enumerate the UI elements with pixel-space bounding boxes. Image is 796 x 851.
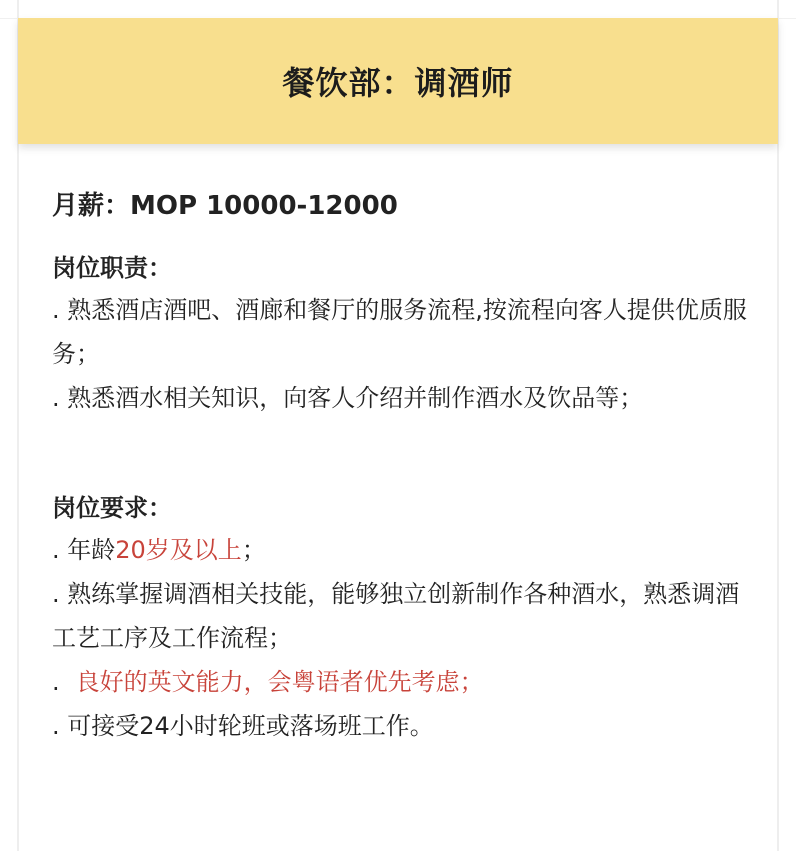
requirement-item-3 — [52, 660, 752, 704]
page-title: 餐饮部：调酒师 — [282, 64, 514, 102]
duty-item-2: . 熟悉酒水相关知识，向客人介绍并制作酒水及饮品等； — [52, 384, 644, 412]
age-highlight: 20岁及以上 — [115, 536, 242, 564]
age-suffix: ； — [241, 536, 266, 564]
bullet: . — [52, 668, 60, 696]
english-requirement: 良好的英文能力，会粤语者优先考虑； — [75, 668, 484, 696]
requirements-title: 岗位要求： — [52, 494, 172, 522]
duties-title: 岗位职责： — [52, 254, 172, 282]
job-details — [52, 186, 752, 748]
age-prefix: . 年龄 — [52, 536, 116, 564]
header-banner — [18, 18, 778, 144]
requirement-item-2: . 熟练掌握调酒相关技能，能够独立创新制作各种酒水，熟悉调酒工艺工序及工作流程； — [52, 580, 740, 652]
section-spacer — [52, 420, 752, 464]
duty-item-1: . 熟悉酒店酒吧、酒廊和餐厅的服务流程,按流程向客人提供优质服务； — [52, 296, 747, 368]
requirement-item-4: . 可接受24小时轮班或落场班工作。 — [52, 712, 434, 740]
top-strip — [0, 0, 796, 19]
salary-text: 月薪：MOP 10000-12000 — [52, 191, 398, 221]
requirement-item-1 — [52, 528, 752, 572]
